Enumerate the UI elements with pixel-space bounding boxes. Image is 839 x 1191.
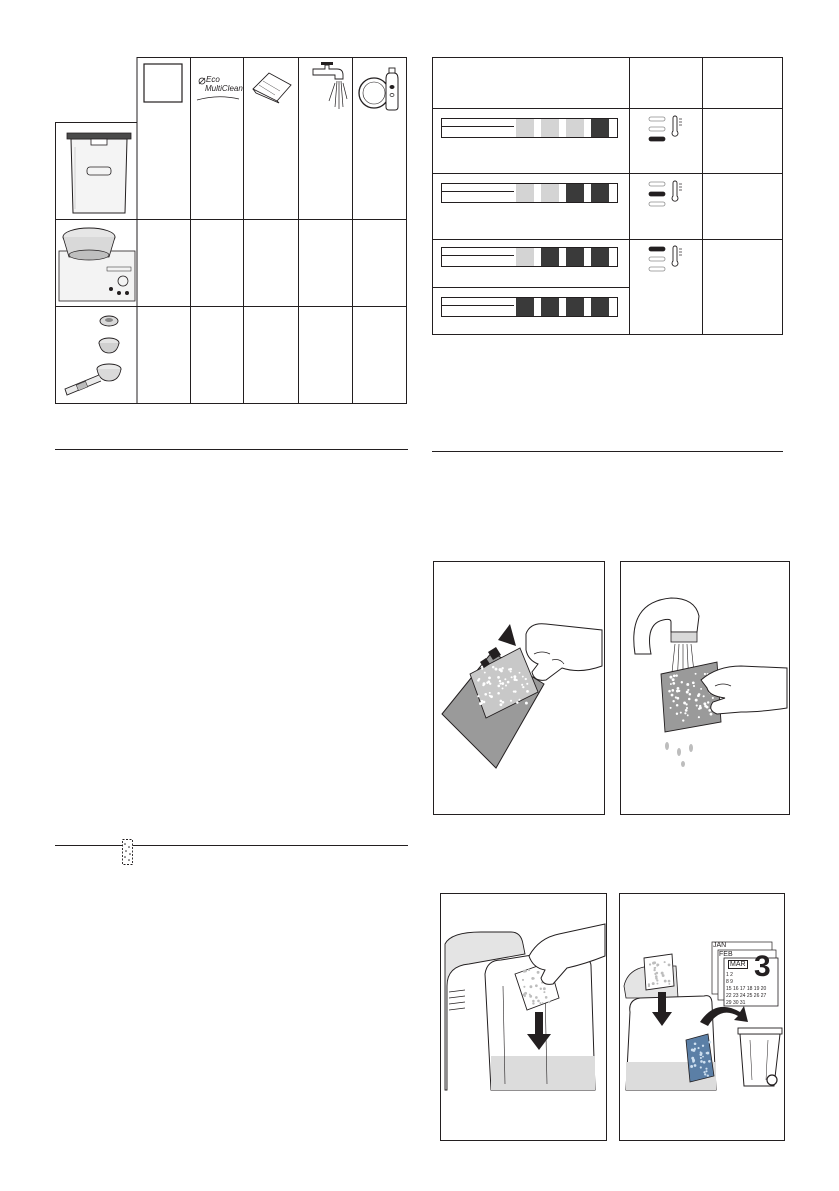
- cleaning-cloth-icon: [249, 65, 295, 105]
- strip-square-3-3: [566, 248, 584, 266]
- strip-square-3-2: [541, 248, 559, 266]
- strip-square-4-2: [541, 298, 559, 316]
- calendar-month-feb: FEB: [719, 951, 733, 958]
- strip-square-1-3: [566, 119, 584, 137]
- hardness-test-strip-1: [441, 119, 618, 138]
- running-water-tap-icon: [305, 61, 349, 113]
- hardness-test-strip-3: [441, 248, 618, 267]
- detergent-brand-line2: MultiClean: [205, 84, 243, 93]
- calendar-row-2: 8 9: [726, 979, 733, 985]
- strip-square-1-4: [591, 119, 609, 137]
- strip-square-1-1: [516, 119, 534, 137]
- strip-square-3-1: [516, 248, 534, 266]
- strip-square-2-1: [516, 184, 534, 202]
- temperature-high-setting-icon: [649, 246, 682, 271]
- rinse-filter-under-tap-icon: [621, 562, 789, 814]
- insert-filter-into-tank-icon: [441, 894, 606, 1140]
- right-section-divider: [432, 451, 783, 452]
- rinse-filter-under-tap: [620, 561, 790, 815]
- strip-square-2-4: [591, 184, 609, 202]
- left-section-divider: [55, 449, 408, 450]
- calendar-row-3: 15 16 17 18 19 20: [726, 986, 767, 992]
- strip-square-4-1: [516, 298, 534, 316]
- remove-filter-from-sachet: [433, 561, 605, 815]
- empty-box-icon: [143, 63, 183, 103]
- cleaning-table: [55, 57, 407, 404]
- temperature-low-setting-icon: [649, 116, 682, 141]
- dishwasher-safe-icon: [356, 65, 404, 113]
- strip-square-3-4: [591, 248, 609, 266]
- strip-square-4-4: [591, 298, 609, 316]
- replace-filter-after-3-months: [619, 893, 785, 1141]
- inline-filter-divider: [55, 839, 408, 867]
- portafilter-and-filter-baskets-icon: [59, 309, 135, 401]
- filter-sachet-mini-icon: [122, 839, 133, 865]
- strip-square-1-2: [541, 119, 559, 137]
- strip-square-2-3: [566, 184, 584, 202]
- insert-filter-into-water-tank: [440, 893, 607, 1141]
- hardness-test-strip-2: [441, 184, 618, 203]
- calendar-row-4: 22 23 24 25 26 27: [726, 993, 767, 999]
- detergent-brand-line1: Eco: [206, 75, 220, 84]
- calendar-month-jan: JAN: [713, 942, 727, 949]
- temperature-medium-setting-icon: [649, 181, 682, 206]
- water-tank-icon: [61, 127, 133, 215]
- hand-peeling-filter-sachet-icon: [434, 562, 604, 814]
- calendar-big-number: 3: [754, 950, 771, 983]
- strip-square-2-2: [541, 184, 559, 202]
- calendar-replace-filter-icon: [620, 894, 784, 1140]
- calendar-month-mar: MAR: [730, 961, 746, 968]
- calendar-row-1: 1 2: [726, 972, 733, 978]
- water-hardness-table: [432, 57, 783, 335]
- eco-multiclean-detergent-icon: [193, 67, 243, 107]
- calendar-row-5: 29 30 31: [726, 1000, 746, 1006]
- bean-hopper-icon: [57, 223, 137, 303]
- strip-square-4-3: [566, 298, 584, 316]
- hardness-test-strip-4: [441, 298, 618, 317]
